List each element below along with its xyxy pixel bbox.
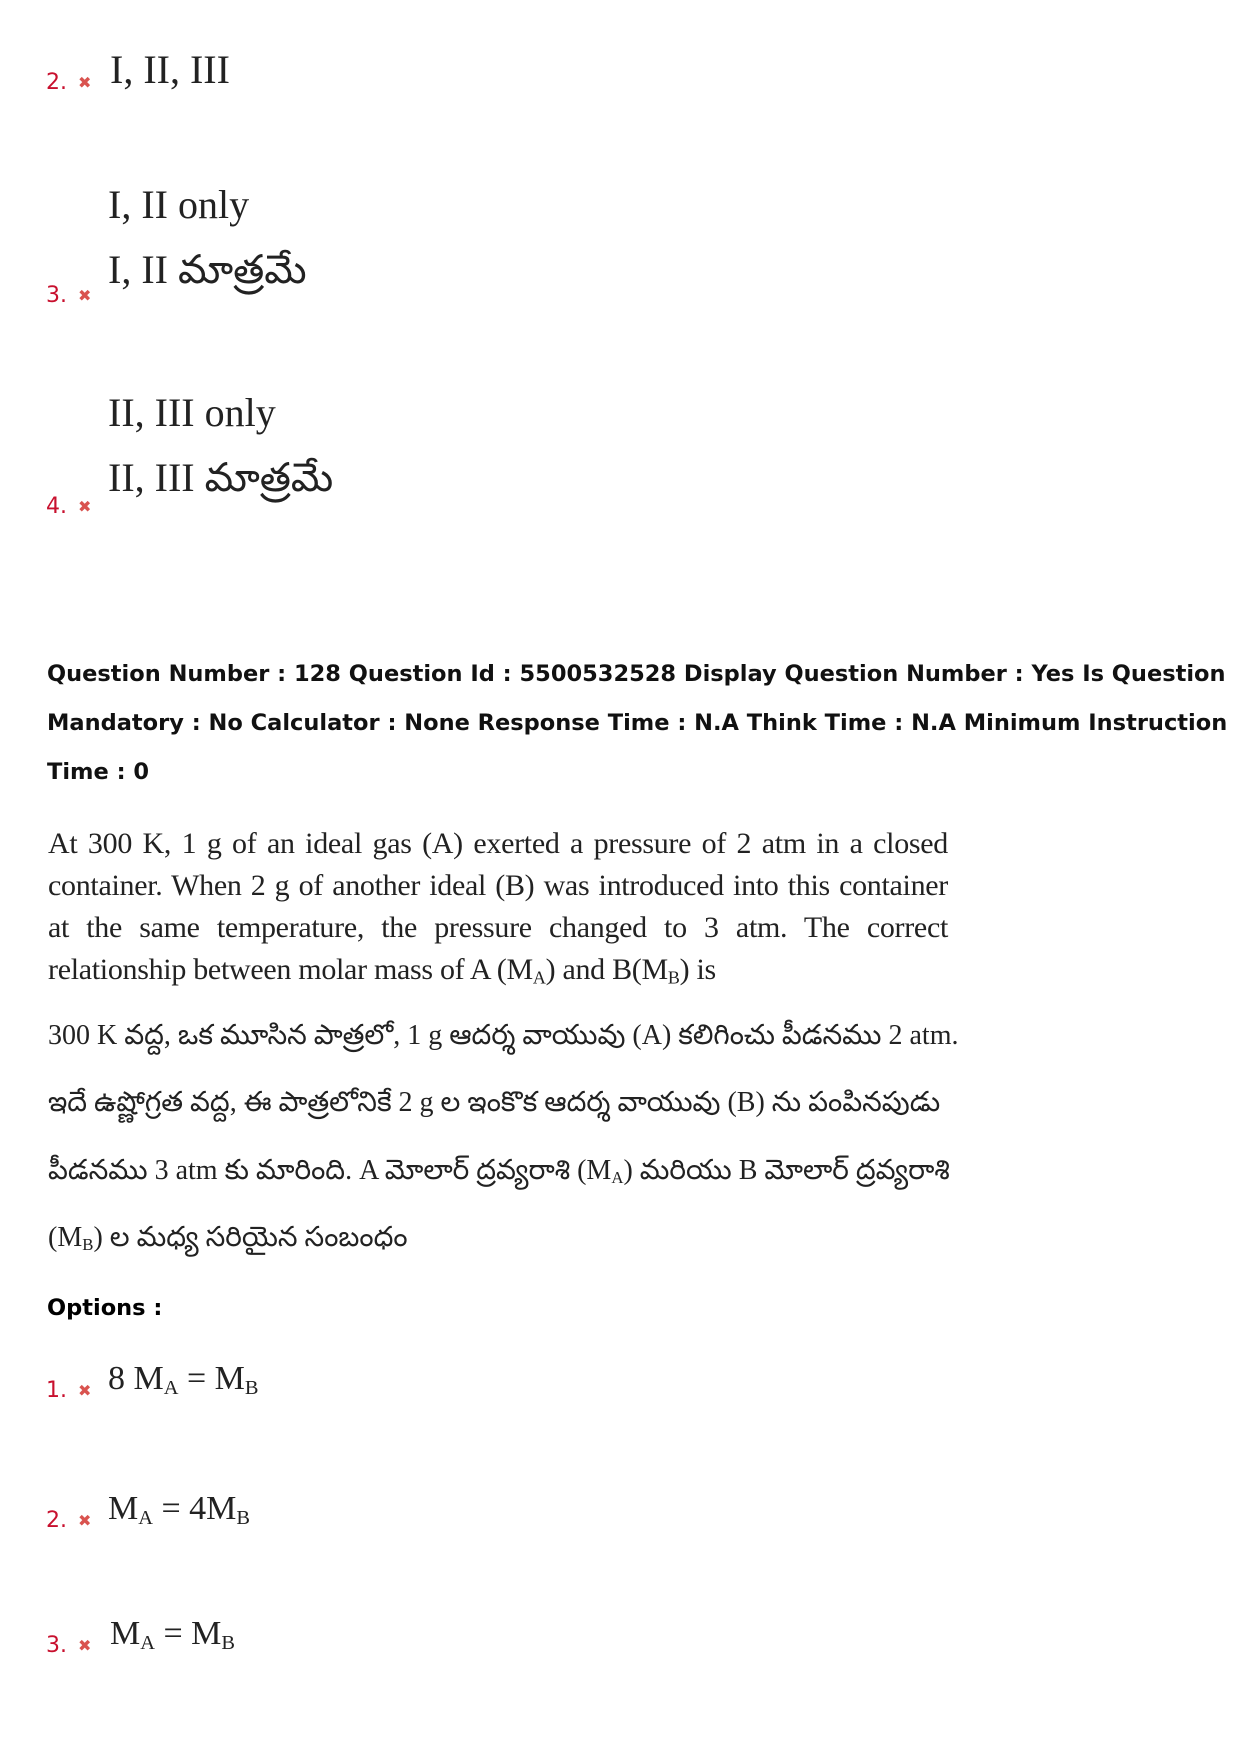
formula-part: M bbox=[110, 1615, 141, 1652]
question-text-te-line2: ఇదే ఉష్ణోగ్రత వద్ద, ఈ పాత్రలోనికే 2 g ల ఇంకొక ఆదర్శ వాయువు (B) ను పంపినపుడు bbox=[48, 1087, 941, 1118]
question-meta bbox=[47, 650, 1228, 797]
option-number: 3. bbox=[46, 283, 67, 308]
option-formula bbox=[110, 1615, 235, 1655]
question-text-te-line1: 300 K వద్ద, ఒక మూసిన పాత్రలో, 1 g ఆదర్శ వాయువు (A) కలిగించు పీడనము 2 atm. bbox=[48, 1020, 959, 1051]
wrong-mark-icon: ✖ bbox=[78, 73, 92, 92]
question-text-part: ) is bbox=[679, 953, 716, 986]
formula-part: = M bbox=[178, 1360, 245, 1397]
option-text-en: I, II only bbox=[108, 182, 250, 227]
meta-line: Time : 0 bbox=[47, 759, 150, 785]
wrong-mark-icon: ✖ bbox=[78, 1636, 92, 1655]
option-formula bbox=[108, 1490, 250, 1530]
formula-part: = M bbox=[154, 1615, 222, 1652]
option-text-te: I, II మాత్రమే bbox=[108, 247, 307, 292]
formula-part: M bbox=[108, 1490, 139, 1527]
question-text-part: ) మరియు B మోలార్ ద్రవ్యరాశి bbox=[623, 1155, 950, 1186]
meta-line: Question Number : 128 Question Id : 5500532528 Display Question Number : Yes Is Question bbox=[47, 661, 1226, 687]
question-text-part: పీడనము 3 atm కు మారింది. A మోలార్ ద్రవ్యరాశి (M bbox=[48, 1155, 612, 1186]
question-text-part: (M bbox=[48, 1222, 83, 1253]
question-text-part: At 300 K, 1 g of an ideal gas (A) exerted a pressure of 2 atm in a closed container. When 2 g of another ideal (B) was introduced into this container at the same temperature, the pressure changed to 3 atm. The correct relationship between molar mass of A (M bbox=[48, 827, 948, 986]
wrong-mark-icon: ✖ bbox=[78, 497, 92, 516]
option-formula bbox=[108, 1360, 258, 1400]
question-text-part: ) and B(M bbox=[545, 953, 668, 986]
wrong-mark-icon: ✖ bbox=[78, 1511, 92, 1530]
subscript: B bbox=[236, 1507, 250, 1530]
subscript: A bbox=[140, 1632, 155, 1655]
subscript: B bbox=[244, 1377, 259, 1400]
wrong-mark-icon: ✖ bbox=[78, 286, 92, 305]
subscript: B bbox=[667, 967, 680, 988]
subscript: A bbox=[532, 967, 546, 988]
option-number: 4. bbox=[46, 494, 67, 519]
option-text: I, II, III bbox=[110, 47, 230, 92]
formula-part: = 4M bbox=[152, 1490, 237, 1527]
option-text-te: II, III మాత్రమే bbox=[108, 455, 334, 500]
option-number: 2. bbox=[46, 70, 67, 95]
subscript: A bbox=[611, 1168, 624, 1188]
option-number: 2. bbox=[46, 1508, 67, 1533]
question-text-en bbox=[48, 823, 948, 999]
question-text-te-line3 bbox=[48, 1155, 950, 1193]
formula-part: 8 M bbox=[108, 1360, 164, 1397]
subscript: A bbox=[138, 1507, 153, 1530]
subscript: B bbox=[221, 1632, 235, 1655]
question-text-part: ) ల మధ్య సరియైన సంబంధం bbox=[93, 1222, 408, 1253]
subscript: B bbox=[82, 1235, 94, 1255]
option-text-en: II, III only bbox=[108, 390, 276, 435]
wrong-mark-icon: ✖ bbox=[78, 1381, 92, 1400]
option-number: 3. bbox=[46, 1633, 67, 1658]
question-text-te-line4 bbox=[48, 1222, 408, 1260]
option-number: 1. bbox=[46, 1378, 67, 1403]
subscript: A bbox=[163, 1377, 179, 1400]
options-label: Options : bbox=[47, 1295, 163, 1321]
meta-line: Mandatory : No Calculator : None Response Time : N.A Think Time : N.A Minimum Instruction bbox=[47, 710, 1228, 736]
